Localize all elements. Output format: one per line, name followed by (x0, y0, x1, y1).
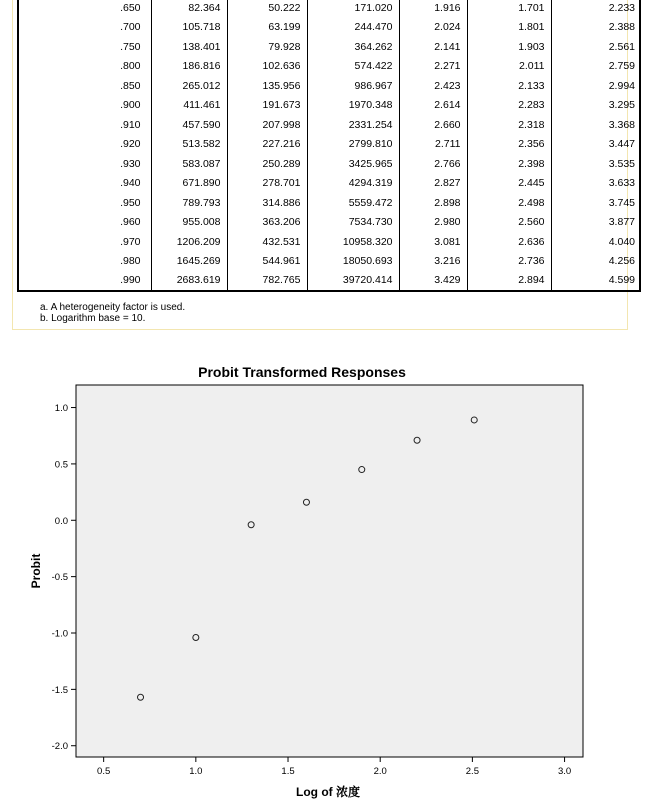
value-cell: 2.398 (467, 154, 551, 174)
value-cell: 2.133 (467, 76, 551, 96)
value-cell: 7534.730 (307, 213, 399, 233)
value-cell: 411.461 (151, 96, 227, 116)
probability-cell: .970 (18, 232, 151, 252)
probit-chart (0, 355, 646, 800)
value-cell: 5559.472 (307, 193, 399, 213)
value-cell: 2.898 (399, 193, 467, 213)
table-row (18, 135, 640, 155)
probability-cell: .910 (18, 115, 151, 135)
table-row (18, 57, 640, 77)
y-tick-label: 0.5 (54, 459, 68, 471)
value-cell: 3.216 (399, 252, 467, 272)
value-cell: 79.928 (227, 37, 307, 57)
footnote-log-base: b. Logarithm base = 10. (40, 313, 146, 324)
value-cell: 2.636 (467, 232, 551, 252)
value-cell: 363.206 (227, 213, 307, 233)
table-row (18, 154, 640, 174)
value-cell: 171.020 (307, 0, 399, 18)
x-tick-label: 2.5 (465, 766, 479, 777)
value-cell: 986.967 (307, 76, 399, 96)
value-cell: 671.890 (151, 174, 227, 194)
value-cell: 3.368 (551, 115, 640, 135)
y-tick-label: 0.0 (54, 515, 68, 527)
value-cell: 3.081 (399, 232, 467, 252)
value-cell: 2.388 (551, 18, 640, 38)
y-tick-label: -1.0 (51, 628, 68, 640)
probability-cell: .950 (18, 193, 151, 213)
y-axis (52, 403, 76, 752)
probability-cell: .980 (18, 252, 151, 272)
value-cell: 4.599 (551, 271, 640, 291)
value-cell: 4.040 (551, 232, 640, 252)
value-cell: 955.008 (151, 213, 227, 233)
value-cell: 105.718 (151, 18, 227, 38)
value-cell: 513.582 (151, 135, 227, 155)
table-row (18, 115, 640, 135)
y-tick-label: -2.0 (51, 741, 68, 753)
value-cell: 2.423 (399, 76, 467, 96)
value-cell: 1.903 (467, 37, 551, 57)
value-cell: 10958.320 (307, 232, 399, 252)
value-cell: 82.364 (151, 0, 227, 18)
value-cell: 138.401 (151, 37, 227, 57)
probability-cell: .650 (18, 0, 151, 18)
value-cell: 457.590 (151, 115, 227, 135)
value-cell: 2.498 (467, 193, 551, 213)
value-cell: 2.614 (399, 96, 467, 116)
value-cell: 207.998 (227, 115, 307, 135)
value-cell: 2331.254 (307, 115, 399, 135)
table-row (18, 174, 640, 194)
value-cell: 2683.619 (151, 271, 227, 291)
table-row (18, 252, 640, 272)
value-cell: 2.560 (467, 213, 551, 233)
table-row (18, 96, 640, 116)
value-cell: 227.216 (227, 135, 307, 155)
value-cell: 782.765 (227, 271, 307, 291)
x-axis (97, 757, 571, 777)
probability-cell: .940 (18, 174, 151, 194)
table-row (18, 232, 640, 252)
value-cell: 2.233 (551, 0, 640, 18)
value-cell: 2.994 (551, 76, 640, 96)
value-cell: 135.956 (227, 76, 307, 96)
value-cell: 2.141 (399, 37, 467, 57)
value-cell: 1645.269 (151, 252, 227, 272)
value-cell: 4.256 (551, 252, 640, 272)
value-cell: 3.633 (551, 174, 640, 194)
x-tick-label: 3.0 (557, 766, 572, 777)
value-cell: 2.011 (467, 57, 551, 77)
table-row (18, 0, 640, 18)
table-row (18, 193, 640, 213)
value-cell: 3425.965 (307, 154, 399, 174)
value-cell: 244.470 (307, 18, 399, 38)
probability-cell: .930 (18, 154, 151, 174)
table-row (18, 37, 640, 57)
value-cell: 50.222 (227, 0, 307, 18)
table-row (18, 18, 640, 38)
value-cell: 583.087 (151, 154, 227, 174)
value-cell: 2.356 (467, 135, 551, 155)
value-cell: 2.024 (399, 18, 467, 38)
value-cell: 574.422 (307, 57, 399, 77)
value-cell: 2.736 (467, 252, 551, 272)
footnote-heterogeneity: a. A heterogeneity factor is used. (40, 302, 186, 313)
value-cell: 1206.209 (151, 232, 227, 252)
value-cell: 2.283 (467, 96, 551, 116)
value-cell: 1.916 (399, 0, 467, 18)
value-cell: 3.745 (551, 193, 640, 213)
x-tick-label: 1.5 (281, 766, 295, 777)
x-tick-label: 0.5 (97, 766, 111, 777)
x-tick-label: 2.0 (373, 766, 387, 777)
probability-cell: .800 (18, 57, 151, 77)
x-tick-label: 1.0 (189, 766, 203, 777)
value-cell: 3.447 (551, 135, 640, 155)
probability-cell: .700 (18, 18, 151, 38)
y-tick-label: 1.0 (54, 403, 68, 415)
value-cell: 1970.348 (307, 96, 399, 116)
value-cell: 191.673 (227, 96, 307, 116)
value-cell: 102.636 (227, 57, 307, 77)
value-cell: 314.886 (227, 193, 307, 213)
value-cell: 2.894 (467, 271, 551, 291)
value-cell: 789.793 (151, 193, 227, 213)
value-cell: 2.766 (399, 154, 467, 174)
value-cell: 3.877 (551, 213, 640, 233)
probability-cell: .750 (18, 37, 151, 57)
x-axis-label: Log of 浓度 (296, 785, 360, 799)
value-cell: 39720.414 (307, 271, 399, 291)
value-cell: 2.271 (399, 57, 467, 77)
value-cell: 250.289 (227, 154, 307, 174)
value-cell: 2799.810 (307, 135, 399, 155)
value-cell: 3.535 (551, 154, 640, 174)
probability-cell: .850 (18, 76, 151, 96)
confidence-limits-table (17, 0, 641, 292)
value-cell: 2.980 (399, 213, 467, 233)
value-cell: 18050.693 (307, 252, 399, 272)
y-tick-label: -1.5 (51, 684, 68, 696)
value-cell: 1.801 (467, 18, 551, 38)
probability-cell: .900 (18, 96, 151, 116)
value-cell: 278.701 (227, 174, 307, 194)
value-cell: 186.816 (151, 57, 227, 77)
value-cell: 2.759 (551, 57, 640, 77)
value-cell: 3.295 (551, 96, 640, 116)
y-axis-label: Probit (29, 553, 43, 589)
value-cell: 432.531 (227, 232, 307, 252)
y-tick-label: -0.5 (51, 572, 68, 584)
value-cell: 2.827 (399, 174, 467, 194)
value-cell: 544.961 (227, 252, 307, 272)
probability-cell: .920 (18, 135, 151, 155)
table-row (18, 213, 640, 233)
value-cell: 4294.319 (307, 174, 399, 194)
value-cell: 1.701 (467, 0, 551, 18)
value-cell: 2.445 (467, 174, 551, 194)
value-cell: 3.429 (399, 271, 467, 291)
value-cell: 265.012 (151, 76, 227, 96)
value-cell: 63.199 (227, 18, 307, 38)
probability-cell: .960 (18, 213, 151, 233)
value-cell: 2.660 (399, 115, 467, 135)
table-row (18, 76, 640, 96)
value-cell: 364.262 (307, 37, 399, 57)
probability-cell: .990 (18, 271, 151, 291)
chart-title: Probit Transformed Responses (198, 364, 406, 380)
value-cell: 2.561 (551, 37, 640, 57)
plot-area (76, 385, 583, 757)
value-cell: 2.318 (467, 115, 551, 135)
table-row (18, 271, 640, 291)
value-cell: 2.711 (399, 135, 467, 155)
